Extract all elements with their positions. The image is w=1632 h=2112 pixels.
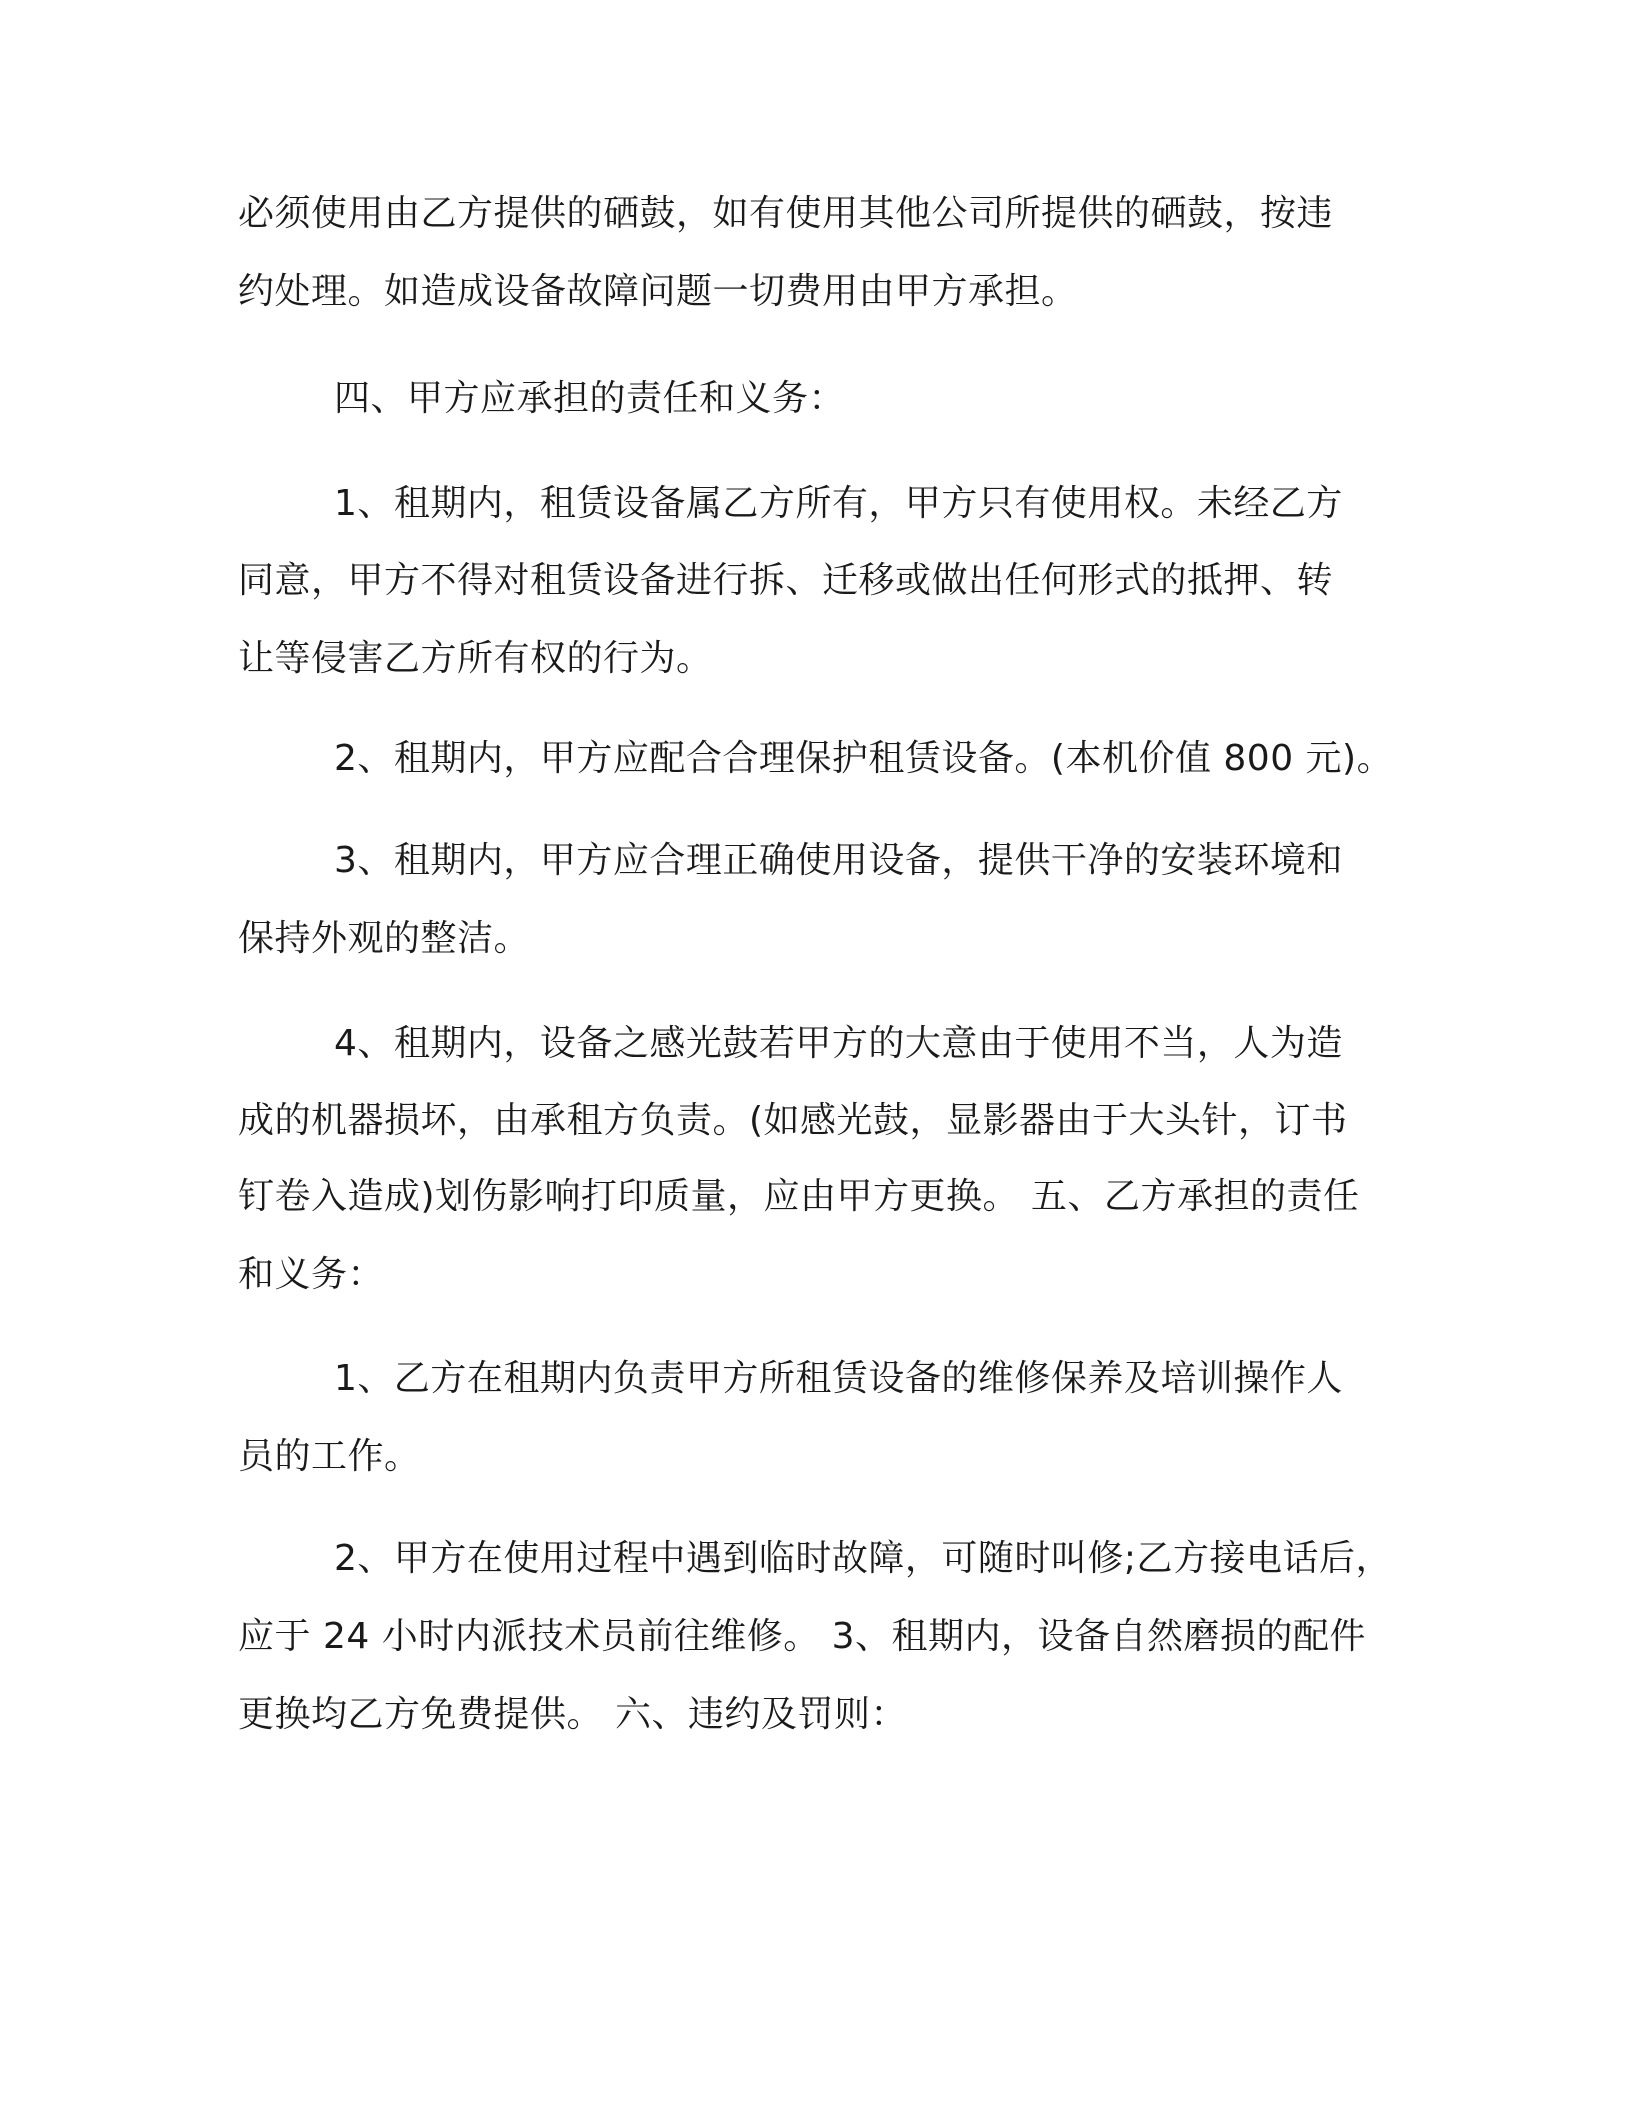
- section-heading: 四、甲方应承担的责任和义务：: [334, 378, 846, 419]
- text-line: 同意，甲方不得对租赁设备进行拆、迁移或做出任何形式的抵押、转: [238, 560, 1334, 601]
- text-line: 4、租期内，设备之感光鼓若甲方的大意由于使用不当，人为造: [334, 1023, 1343, 1064]
- text-line: 必须使用由乙方提供的硒鼓，如有使用其他公司所提供的硒鼓，按违: [238, 193, 1334, 234]
- text-line: 保持外观的整洁。: [238, 918, 531, 959]
- text-line: 1、租期内，租赁设备属乙方所有，甲方只有使用权。未经乙方: [334, 483, 1343, 524]
- text-line: 3、租期内，甲方应合理正确使用设备，提供干净的安装环境和: [334, 840, 1343, 881]
- text-line: 2、租期内，甲方应配合合理保护租赁设备。(本机价值 800 元)。: [334, 738, 1394, 779]
- text-line: 1、乙方在租期内负责甲方所租赁设备的维修保养及培训操作人: [334, 1358, 1343, 1399]
- text-line: 成的机器损坏，由承租方负责。(如感光鼓，显影器由于大头针，订书: [238, 1100, 1348, 1141]
- text-line: 应于 24 小时内派技术员前往维修。 3、租期内，设备自然磨损的配件: [238, 1616, 1367, 1657]
- text-line: 2、甲方在使用过程中遇到临时故障，可随时叫修;乙方接电话后，: [334, 1538, 1393, 1579]
- text-line: 员的工作。: [238, 1436, 421, 1477]
- text-line: 更换均乙方免费提供。 六、违约及罚则：: [238, 1694, 907, 1735]
- text-line: 和义务：: [238, 1254, 385, 1295]
- text-line: 约处理。如造成设备故障问题一切费用由甲方承担。: [238, 271, 1078, 312]
- text-line: 让等侵害乙方所有权的行为。: [238, 638, 713, 679]
- text-line: 钉卷入造成)划伤影响打印质量，应由甲方更换。 五、乙方承担的责任: [238, 1176, 1360, 1217]
